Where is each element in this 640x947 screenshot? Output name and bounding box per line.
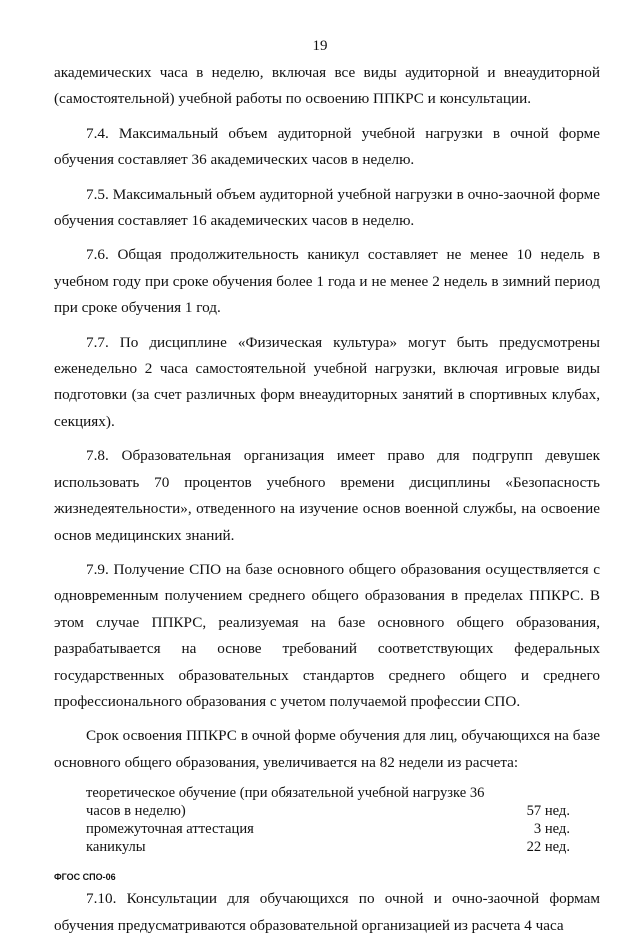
calc-attestation-value: 3 нед. [533,821,570,838]
calc-theory-label-line2: часов в неделю) [86,803,186,820]
footer-code: ФГОС СПО-06 [54,872,116,882]
document-body [54,60,600,947]
calc-theory-label-line1: теоретическое обучение (при обязательной учебной нагрузке 36 [86,785,485,802]
calc-holidays-label: каникулы [86,839,146,856]
calc-holidays-value: 22 нед. [526,839,570,856]
calc-row-theory [86,802,570,820]
calc-row-holidays [86,838,570,856]
page-number: 19 [312,38,328,54]
paragraph-duration: Срок освоения ППКРС в очной форме обучения для лиц, обучающихся на базе основного общего образования, увеличивается на 82 недели из расчета: [54,727,600,771]
paragraph-7-9: 7.9. Получение СПО на базе основного общего образования осуществляется с одновременным получением среднего общего образования в пределах ППКРС. В этом случае ППКРС, реализуемая на базе основного общего образования, разрабатывается на основе требований соответствующих федеральных государственных образовательных стандартов среднего общего и среднего профессионального образования с учетом получаемой профессии СПО. [54,560,600,710]
calc-attestation-label: промежуточная аттестация [86,821,254,838]
duration-calculation [54,784,570,856]
paragraph-7-6: 7.6. Общая продолжительность каникул составляет не менее 10 недель в учебном году при сроке обучения более 1 года и не менее 2 недель в зимний период при сроке обучения 1 год. [54,246,600,317]
paragraph-7-4: 7.4. Максимальный объем аудиторной учебной нагрузки в очной форме обучения составляет 36 академических часов в неделю. [54,124,600,169]
spacer [54,856,600,886]
paragraph-7-10: 7.10. Консультации для обучающихся по очной и очно-заочной формам обучения предусматриваются образовательной организацией из расчета 4 часа [54,890,600,934]
paragraph-7-7: 7.7. По дисциплине «Физическая культура» могут быть предусмотрены еженедельно 2 часа самостоятельной учебной нагрузки, включая игровые виды подготовки (за счет различных форм внеаудиторных занятий в спортивных клубах, секциях). [54,333,600,430]
paragraph-continuation: академических часа в неделю, включая все виды аудиторной и внеаудиторной (самостоятельной) учебной работы по освоению ППКРС и консультации. [54,64,600,108]
calc-theory-value: 57 нед. [526,803,570,820]
calc-row-attestation [86,820,570,838]
paragraph-7-5: 7.5. Максимальный объем аудиторной учебной нагрузки в очно-заочной форме обучения составляет 16 академических часов в неделю. [54,185,600,230]
paragraph-7-8: 7.8. Образовательная организация имеет право для подгрупп девушек использовать 70 процентов учебного времени дисциплины «Безопасность жизнедеятельности», отведенного на изучение основ военной службы, на освоение основ медицинских знаний. [54,447,600,544]
